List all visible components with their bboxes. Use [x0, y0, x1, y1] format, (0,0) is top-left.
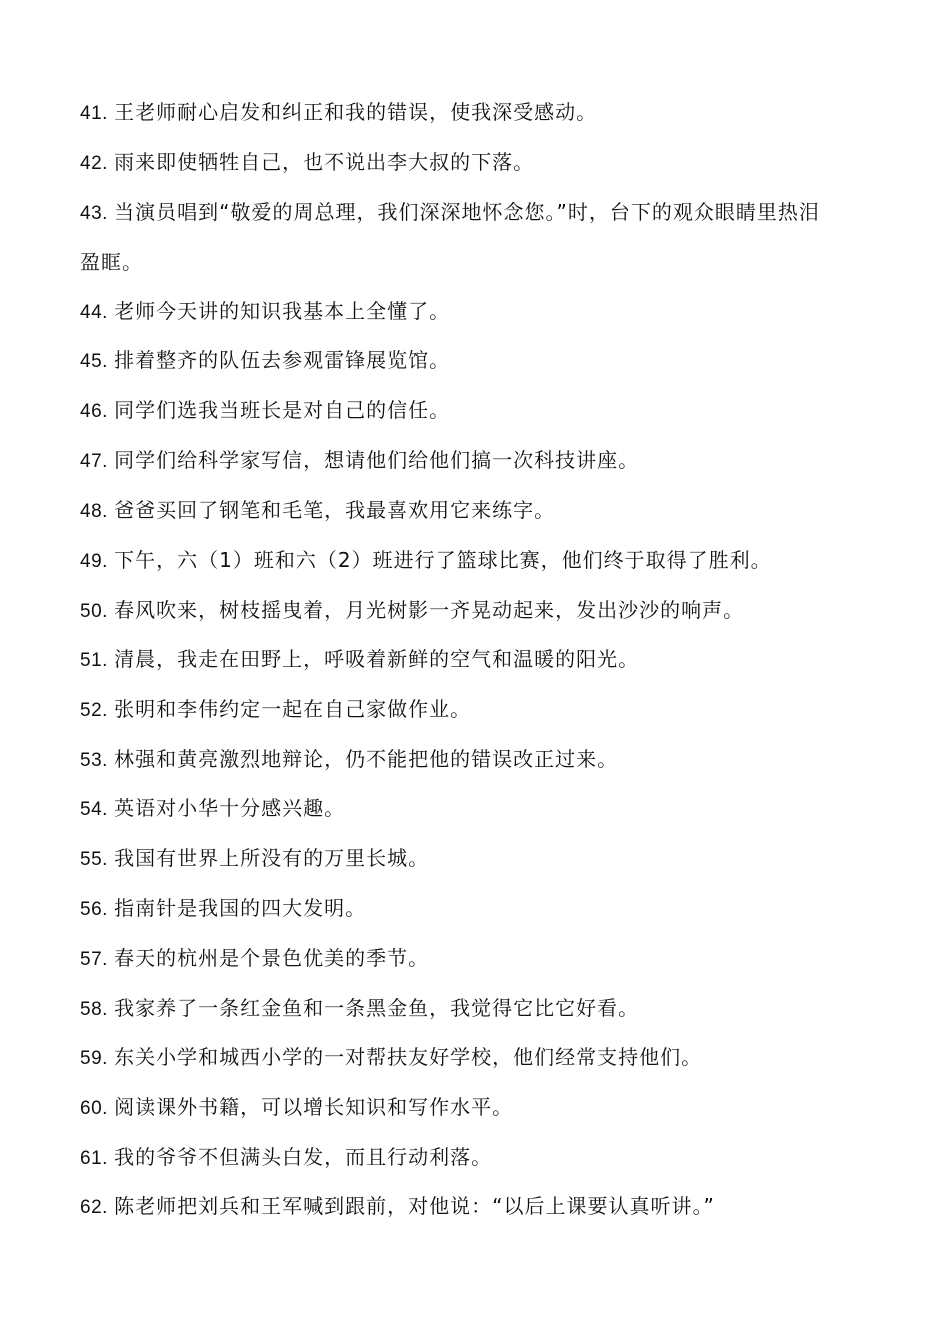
item-text: 排着整齐的队伍去参观雷锋展览馆。 — [114, 348, 451, 372]
item-text: 王老师耐心启发和纠正和我的错误，使我深受感动。 — [114, 100, 598, 124]
item-text: 清晨，我走在田野上，呼吸着新鲜的空气和温暖的阳光。 — [114, 647, 640, 671]
item-number: 46 — [80, 401, 103, 422]
item-number: 58 — [80, 999, 103, 1020]
item-text: 春风吹来，树枝摇曳着，月光树影一齐晃动起来，发出沙沙的响声。 — [114, 598, 745, 622]
list-item — [80, 286, 880, 338]
item-number: 54 — [80, 799, 103, 820]
list-item — [80, 883, 880, 935]
list-item — [80, 983, 880, 1035]
item-separator: . — [102, 103, 108, 124]
item-separator: . — [102, 203, 108, 224]
item-text: 陈老师把刘兵和王军喊到跟前，对他说：“以后上课要认真听讲。” — [114, 1194, 715, 1218]
item-text: 雨来即使牺牲自己，也不说出李大叔的下落。 — [114, 150, 535, 174]
list-item — [80, 684, 880, 736]
item-separator: . — [102, 401, 108, 422]
item-separator: . — [102, 153, 108, 174]
item-separator: . — [102, 501, 108, 522]
item-number: 61 — [80, 1148, 103, 1169]
item-separator: . — [102, 999, 108, 1020]
list-item — [80, 734, 880, 786]
item-text: 当演员唱到“敬爱的周总理，我们深深地怀念您。”时，台下的观众眼睛里热泪 — [114, 200, 820, 224]
list-item — [80, 833, 880, 885]
list-item — [80, 435, 880, 487]
item-number: 47 — [80, 451, 103, 472]
item-number: 55 — [80, 849, 103, 870]
item-separator: . — [102, 949, 108, 970]
item-text: 林强和黄亮激烈地辩论，仍不能把他的错误改正过来。 — [114, 747, 619, 771]
item-number: 41 — [80, 103, 103, 124]
list-item — [80, 783, 880, 835]
item-number: 48 — [80, 501, 103, 522]
item-separator: . — [102, 551, 108, 572]
list-item — [80, 1132, 880, 1184]
list-item — [80, 87, 880, 139]
item-separator: . — [102, 1048, 108, 1069]
item-number: 62 — [80, 1197, 103, 1218]
item-number: 57 — [80, 949, 103, 970]
item-number: 43 — [80, 203, 103, 224]
list-item — [80, 335, 880, 387]
item-number: 56 — [80, 899, 103, 920]
item-number: 51 — [80, 650, 103, 671]
item-text: 我国有世界上所没有的万里长城。 — [114, 846, 430, 870]
list-item — [80, 385, 880, 437]
item-text: 东关小学和城西小学的一对帮扶友好学校，他们经常支持他们。 — [114, 1045, 703, 1069]
item-separator: . — [102, 849, 108, 870]
item-number: 53 — [80, 750, 103, 771]
item-number: 42 — [80, 153, 103, 174]
list-item — [80, 535, 880, 587]
item-text: 我的爷爷不但满头白发，而且行动利落。 — [114, 1145, 493, 1169]
item-separator: . — [102, 302, 108, 323]
item-separator: . — [102, 750, 108, 771]
item-text: 指南针是我国的四大发明。 — [114, 896, 367, 920]
item-separator: . — [102, 1098, 108, 1119]
item-text: 老师今天讲的知识我基本上全懂了。 — [114, 299, 451, 323]
item-separator: . — [102, 799, 108, 820]
item-text: 同学们给科学家写信，想请他们给他们搞一次科技讲座。 — [114, 448, 640, 472]
item-separator: . — [102, 601, 108, 622]
item-separator: . — [102, 899, 108, 920]
list-item — [80, 485, 880, 537]
list-item — [80, 1181, 880, 1233]
list-item — [80, 585, 880, 637]
item-separator: . — [102, 451, 108, 472]
item-separator: . — [102, 351, 108, 372]
item-text: 英语对小华十分感兴趣。 — [114, 796, 346, 820]
item-number: 60 — [80, 1098, 103, 1119]
list-item — [80, 933, 880, 985]
item-number: 59 — [80, 1048, 103, 1069]
item-separator: . — [102, 650, 108, 671]
item-text: 下午，六（1）班和六（2）班进行了篮球比赛，他们终于取得了胜利。 — [114, 548, 772, 572]
item-number: 45 — [80, 351, 103, 372]
item-text: 爸爸买回了钢笔和毛笔，我最喜欢用它来练字。 — [114, 498, 556, 522]
item-separator: . — [102, 1197, 108, 1218]
item-text: 同学们选我当班长是对自己的信任。 — [114, 398, 451, 422]
item-text: 我家养了一条红金鱼和一条黑金鱼，我觉得它比它好看。 — [114, 996, 640, 1020]
item-number: 50 — [80, 601, 103, 622]
list-item — [80, 634, 880, 686]
item-text: 阅读课外书籍，可以增长知识和写作水平。 — [114, 1095, 514, 1119]
item-number: 52 — [80, 700, 103, 721]
item-number: 49 — [80, 551, 103, 572]
list-item — [80, 187, 880, 239]
item-separator: . — [102, 1148, 108, 1169]
item-text: 张明和李伟约定一起在自己家做作业。 — [114, 697, 472, 721]
list-item-continuation: 盈眶。 — [80, 250, 143, 274]
list-item — [80, 1082, 880, 1134]
item-separator: . — [102, 700, 108, 721]
item-text: 春天的杭州是个景色优美的季节。 — [114, 946, 430, 970]
list-item — [80, 137, 880, 189]
list-item — [80, 1032, 880, 1084]
item-number: 44 — [80, 302, 103, 323]
